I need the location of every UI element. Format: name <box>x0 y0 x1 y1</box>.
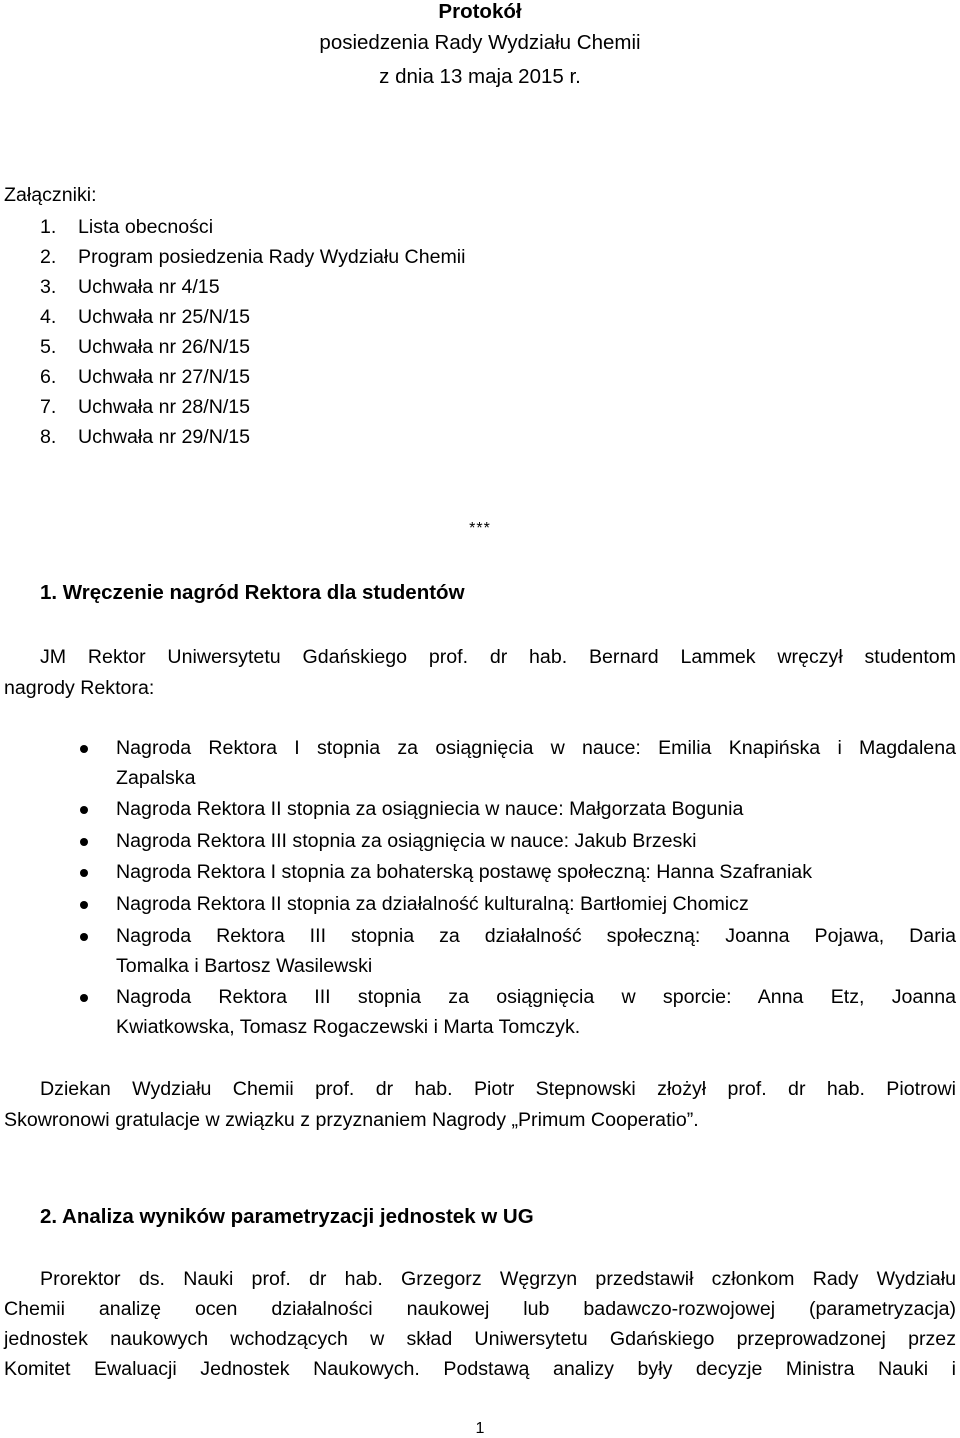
list-item-text: Uchwała nr 25/N/15 <box>78 306 251 328</box>
section-1-intro: JM Rektor Uniwersytetu Gdańskiego prof. dr hab. Bernard Lammek wręczył studentom <box>40 646 956 668</box>
dean-paragraph: Dziekan Wydziału Chemii prof. dr hab. Piotr Stepnowski złożył prof. dr hab. Piotrowi <box>40 1078 956 1100</box>
list-item-cont: Zapalska <box>116 767 196 789</box>
section-1-intro-cont: nagrody Rektora: <box>4 677 155 699</box>
document-subtitle: posiedzenia Rady Wydziału Chemii <box>319 31 641 54</box>
list-item: Nagroda Rektora I stopnia za osiągnięcia w nauce: Emilia Knapińska i Magdalena <box>116 737 956 759</box>
list-item: 8. <box>40 426 57 448</box>
list-item: 6. <box>40 366 57 388</box>
section-2-paragraph: Prorektor ds. Nauki prof. dr hab. Grzegorz Węgrzyn przedstawił członkom Rady Wydziału <box>40 1268 956 1290</box>
list-item: Nagroda Rektora III stopnia za osiągnięcia w sporcie: Anna Etz, Joanna <box>116 986 956 1008</box>
document-title: Protokół <box>438 0 522 23</box>
list-item-text: Lista obecności <box>78 216 214 238</box>
bullet-icon <box>80 901 88 909</box>
bullet-icon <box>80 869 88 877</box>
list-item: 2. <box>40 246 57 268</box>
list-item: Nagroda Rektora II stopnia za osiągniecia w nauce: Małgorzata Bogunia <box>116 798 744 820</box>
page-number: 1 <box>475 1420 485 1437</box>
list-item: 1. <box>40 216 57 238</box>
bullet-icon <box>80 745 88 753</box>
section-1-heading: 1. Wręczenie nagród Rektora dla studentów <box>40 581 465 604</box>
list-item: 4. <box>40 306 57 328</box>
bullet-icon <box>80 933 88 941</box>
list-item-text: Uchwała nr 26/N/15 <box>78 336 251 358</box>
attachments-label: Załączniki: <box>4 184 97 206</box>
dean-paragraph-cont: Skowronowi gratulacje w związku z przyznaniem Nagrody „Primum Cooperatio”. <box>4 1109 699 1131</box>
bullet-icon <box>80 806 88 814</box>
list-item-text: Uchwała nr 27/N/15 <box>78 366 251 388</box>
section-separator: *** <box>469 520 491 537</box>
section-2-heading: 2. Analiza wyników parametryzacji jednostek w UG <box>40 1205 534 1228</box>
list-item-text: Uchwała nr 4/15 <box>78 276 220 298</box>
section-2-paragraph-line: Chemii analizę ocen działalności naukowej lub badawczo-rozwojowej (parametryzacja) <box>4 1298 956 1320</box>
list-item: 7. <box>40 396 57 418</box>
list-item: Nagroda Rektora II stopnia za działalność kulturalną: Bartłomiej Chomicz <box>116 893 749 915</box>
list-item-text: Program posiedzenia Rady Wydziału Chemii <box>78 246 466 268</box>
list-item: 5. <box>40 336 57 358</box>
section-2-paragraph-line: Komitet Ewaluacji Jednostek Naukowych. Podstawą analizy były decyzje Ministra Nauki i <box>4 1358 956 1380</box>
section-2-paragraph-line: jednostek naukowych wchodzących w skład Uniwersytetu Gdańskiego przeprowadzonej przez <box>4 1328 956 1350</box>
list-item: Nagroda Rektora I stopnia za bohaterską postawę społeczną: Hanna Szafraniak <box>116 861 812 883</box>
list-item-text: Uchwała nr 28/N/15 <box>78 396 251 418</box>
list-item: Nagroda Rektora III stopnia za osiągnięcia w nauce: Jakub Brzeski <box>116 830 697 852</box>
bullet-icon <box>80 994 88 1002</box>
list-item: 3. <box>40 276 57 298</box>
list-item-cont: Tomalka i Bartosz Wasilewski <box>116 955 373 977</box>
list-item: Nagroda Rektora III stopnia za działalność społeczną: Joanna Pojawa, Daria <box>116 925 956 947</box>
list-item-text: Uchwała nr 29/N/15 <box>78 426 251 448</box>
bullet-icon <box>80 838 88 846</box>
document-date: z dnia 13 maja 2015 r. <box>379 65 581 88</box>
list-item-cont: Kwiatkowska, Tomasz Rogaczewski i Marta Tomczyk. <box>116 1016 581 1038</box>
